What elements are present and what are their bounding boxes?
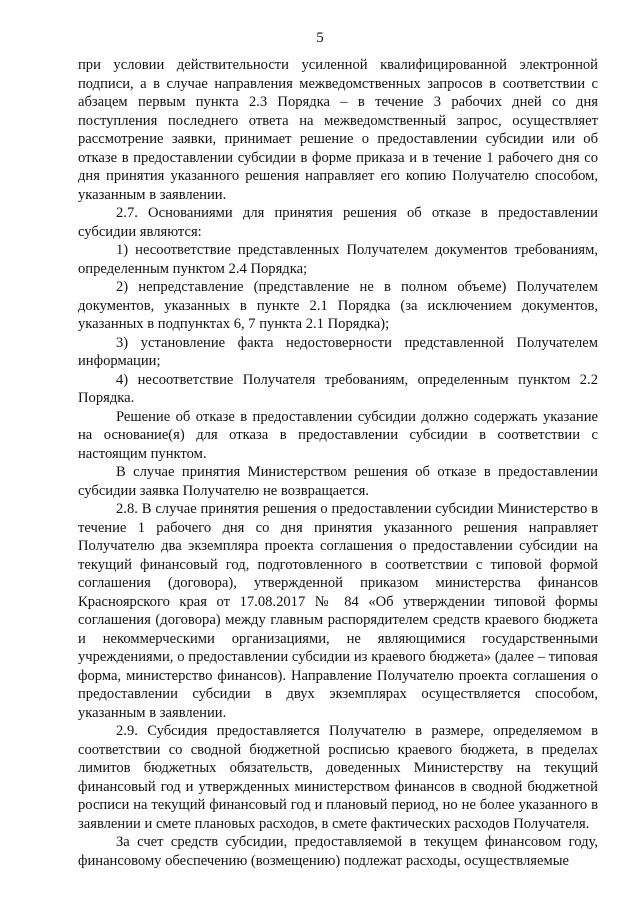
paragraph-application-not-returned: В случае принятия Министерством решения об отказе в предоставлении субсидии заявка Получателю не возвращается.: [78, 464, 598, 499]
document-body: [78, 56, 598, 870]
page-number: 5: [316, 30, 324, 46]
list-item-3: 3) установление факта недостоверности представленной Получателем информации;: [78, 334, 598, 369]
paragraph-refusal-reasons: Решение об отказе в предоставлении субсидии должно содержать указание на основание(я) для отказа в предоставлении субсидии в соответствии с настоящим пунктом.: [78, 408, 598, 462]
list-item-1: 1) несоответствие представленных Получателем документов требованиям, определенным пунктом 2.4 Порядка;: [78, 242, 598, 277]
list-item-2: 2) непредставление (представление не в полном объеме) Получателем документов, указанных в пункте 2.1 Порядка (за исключением документов, указанных в подпунктах 6, 7 пункта 2.1 Порядка);: [78, 279, 598, 332]
paragraph-expenses: За счет средств субсидии, предоставляемой в текущем финансовом году, финансовому обеспечению (возмещению) подлежат расходы, осуществляемые: [78, 834, 598, 869]
paragraph-2-8: 2.8. В случае принятия решения о предоставлении субсидии Министерство в течение 1 рабочего дня со дня принятия указанного решения направляет Получателю два экземпляра проекта соглашения о предоставлении субсидии на текущий финансовый год, подготовленного в соответствии с типовой формой соглашения (договора), утвержденной приказом министерства финансов Красноярского края от 17.08.2017 № 84 «Об утверждении типовой формы соглашения (договора) между главным распорядителем средств краевого бюджета и некоммерческими организациями, не являющимися государственными учреждениями, о предоставлении субсидии из краевого бюджета» (далее – типовая форма, министерство финансов). Направление Получателю проекта соглашения о предоставлении субсидии в двух экземплярах осуществляется способом, указанным в заявлении.: [78, 501, 598, 721]
paragraph-continuation: при условии действительности усиленной квалифицированной электронной подписи, а в случае направления межведомственных запросов в соответствии с абзацем первым пункта 2.3 Порядка – в течение 3 рабочих дней со дня поступления последнего ответа на межведомственный запрос, осуществляет рассмотрение заявки, принимает решение о предоставлении субсидии или об отказе в предоставлении субсидии в форме приказа и в течение 1 рабочего дня со дня принятия указанного решения направляет его копию Получателю способом, указанным в заявлении.: [78, 57, 598, 203]
paragraph-2-9: 2.9. Субсидия предоставляется Получателю в размере, определяемом в соответствии со сводной бюджетной росписью краевого бюджета, в пределах лимитов бюджетных обязательств, доведенных Министерству на текущий финансовый год и утвержденных министерством финансов в сводной бюджетной росписи на текущий финансовый год и плановый период, но не более указанного в заявлении и смете плановых расходов, в смете фактических расходов Получателя.: [78, 723, 598, 832]
list-item-4: 4) несоответствие Получателя требованиям, определенным пунктом 2.2 Порядка.: [78, 371, 598, 406]
paragraph-2-7: 2.7. Основаниями для принятия решения об отказе в предоставлении субсидии являются:: [78, 205, 598, 240]
